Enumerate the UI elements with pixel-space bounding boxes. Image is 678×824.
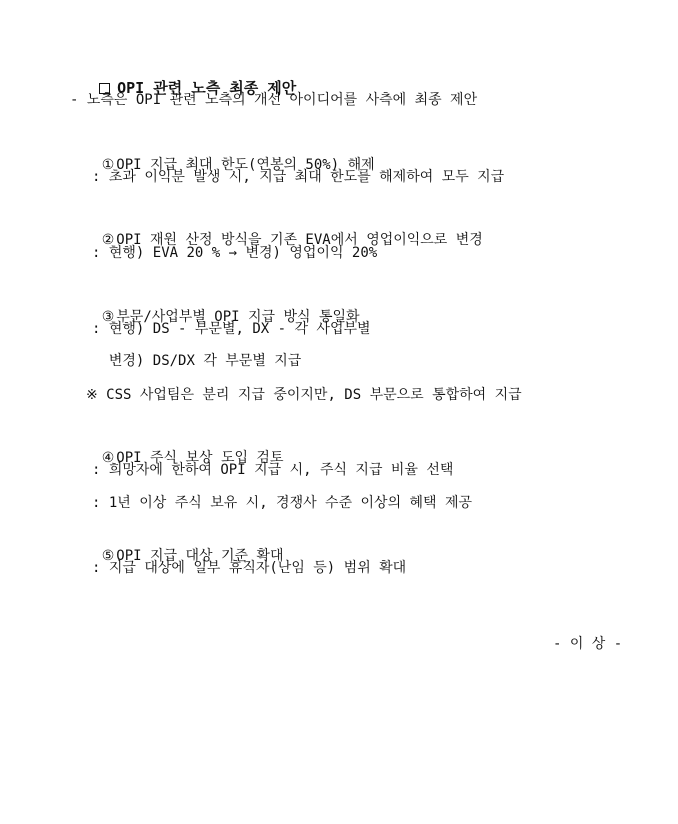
item-5-detail-1: : 지급 대상에 일부 휴직자(난임 등) 범위 확대 <box>92 560 407 576</box>
item-heading-text: OPI 지급 대상 기준 확대 <box>116 548 284 564</box>
item-3-detail-2: 변경) DS/DX 각 부문별 지급 <box>92 353 302 369</box>
item-heading-text: OPI 재원 산정 방식을 기존 EVA에서 영업이익으로 변경 <box>116 232 483 248</box>
item-number: ④ <box>101 450 115 466</box>
item-number: ⑤ <box>101 548 115 564</box>
intro-line: - 노측은 OPI 관련 노측의 개선 아이디어를 사측에 최종 제안 <box>70 92 478 108</box>
title-text: OPI 관련 노측 최종 제안 <box>117 79 297 97</box>
item-heading-text: 부문/사업부별 OPI 지급 방식 통일화 <box>116 309 360 325</box>
closing-mark: - 이 상 - <box>553 636 623 652</box>
item-heading-text: OPI 지급 최대 한도(연봉의 50%) 해제 <box>116 157 375 173</box>
item-1-detail-1: : 초과 이익분 발생 시, 지급 최대 한도를 해제하여 모두 지급 <box>92 169 505 185</box>
item-4-detail-2: : 1년 이상 주식 보유 시, 경쟁사 수준 이상의 혜택 제공 <box>92 495 473 511</box>
item-heading-text: OPI 주식 보상 도입 검토 <box>116 450 284 466</box>
item-2-detail-1: : 현행) EVA 20 % → 변경) 영업이익 20% <box>92 245 378 261</box>
item-number: ③ <box>101 309 115 325</box>
item-number: ① <box>101 157 115 173</box>
item-4-detail-1: : 희망자에 한하여 OPI 지급 시, 주식 지급 비율 선택 <box>92 462 454 478</box>
item-3-note: ※ CSS 사업팀은 분리 지급 중이지만, DS 부문으로 통합하여 지급 <box>86 387 522 403</box>
item-number: ② <box>101 232 115 248</box>
item-3-detail-1: : 현행) DS - 부문별, DX - 각 사업부별 <box>92 321 371 337</box>
